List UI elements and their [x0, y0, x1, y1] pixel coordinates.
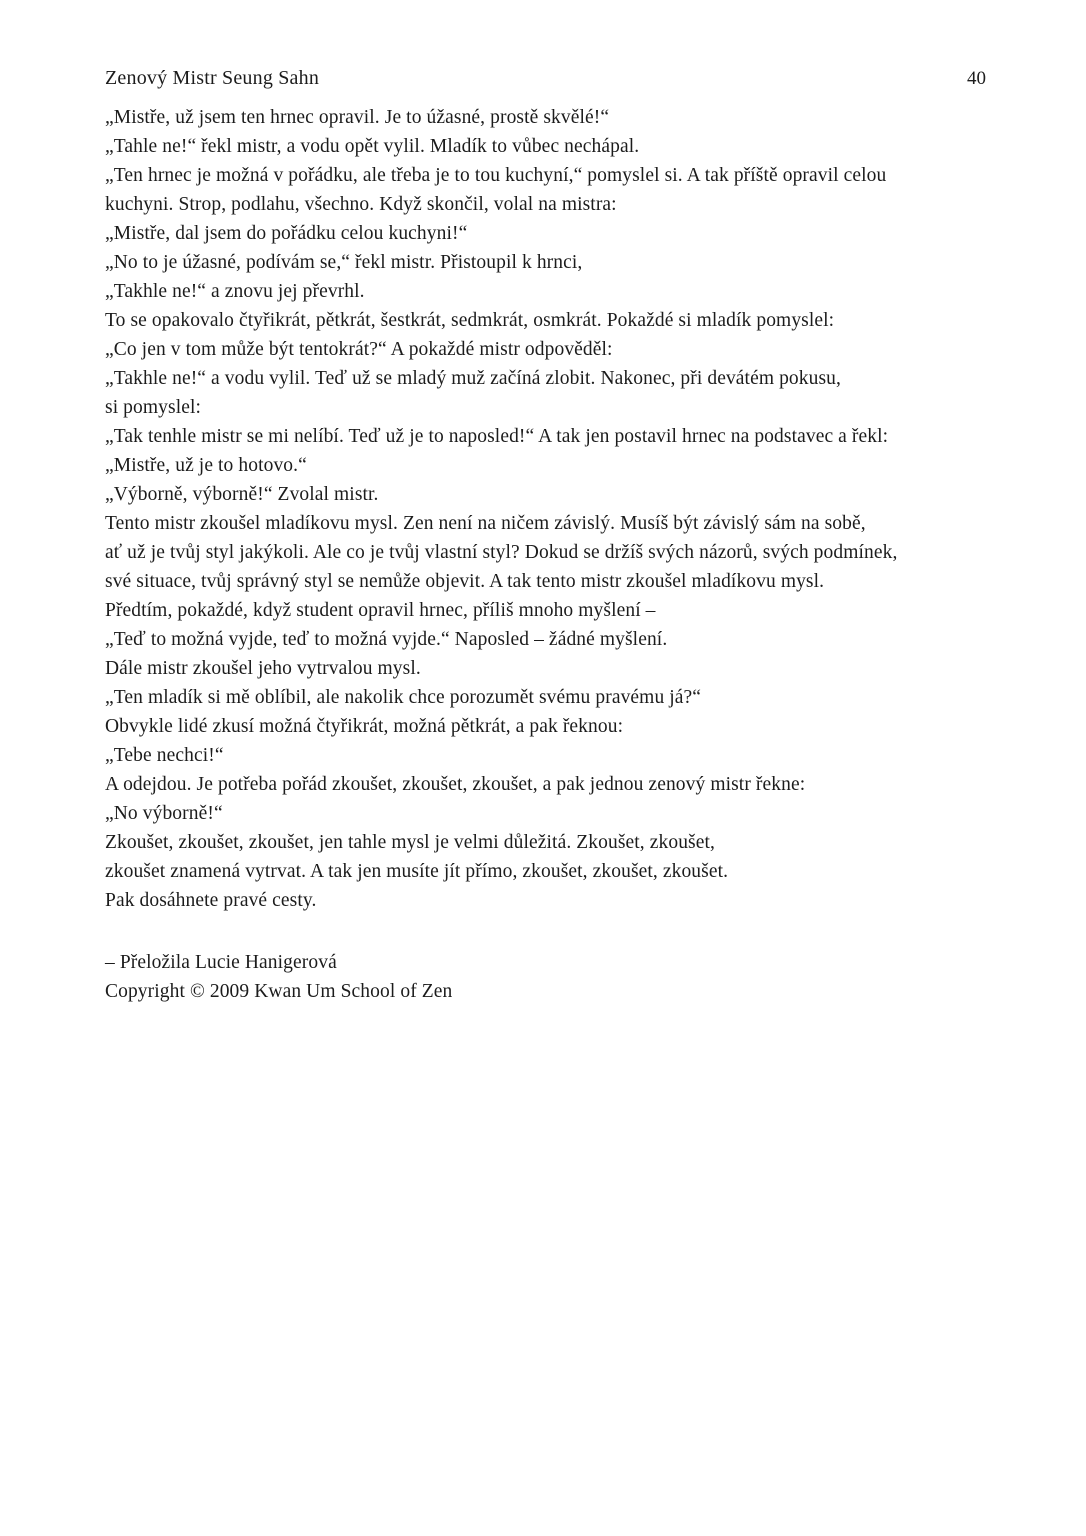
text-line: Dále mistr zkoušel jeho vytrvalou mysl. — [105, 658, 421, 679]
text-line: „Mistře, už jsem ten hrnec opravil. Je to úžasné, prostě skvělé!“ — [105, 107, 610, 128]
text-line: „No výborně!“ — [105, 803, 223, 824]
footer-line: – Přeložila Lucie Hanigerová — [105, 952, 337, 973]
text-line: „Výborně, výborně!“ Zvolal mistr. — [105, 484, 379, 505]
text-line: „Ten hrnec je možná v pořádku, ale třeba je to tou kuchyní,“ pomyslel si. A tak příště opravil celou — [105, 165, 887, 186]
text-line: To se opakovalo čtyřikrát, pětkrát, šestkrát, sedmkrát, osmkrát. Pokaždé si mladík pomyslel: — [105, 310, 835, 331]
footer-line: Copyright © 2009 Kwan Um School of Zen — [105, 981, 453, 1002]
page-header — [105, 64, 986, 93]
body-text — [105, 103, 995, 915]
text-line: „No to je úžasné, podívám se,“ řekl mistr. Přistoupil k hrnci, — [105, 252, 583, 273]
text-line: své situace, tvůj správný styl se nemůže objevit. A tak tento mistr zkoušel mladíkovu mysl. — [105, 571, 825, 592]
text-line: „Teď to možná vyjde, teď to možná vyjde.“ Naposled – žádné myšlení. — [105, 629, 668, 650]
text-line: Zkoušet, zkoušet, zkoušet, jen tahle mysl je velmi důležitá. Zkoušet, zkoušet, — [105, 832, 715, 853]
text-line: ať už je tvůj styl jakýkoli. Ale co je tvůj vlastní styl? Dokud se držíš svých názorů, svých podmínek, — [105, 542, 898, 563]
text-line: „Co jen v tom může být tentokrát?“ A pokaždé mistr odpověděl: — [105, 339, 613, 360]
text-line: „Tebe nechci!“ — [105, 745, 224, 766]
text-line: zkoušet znamená vytrvat. A tak jen musíte jít přímo, zkoušet, zkoušet, zkoušet. — [105, 861, 729, 882]
text-line: si pomyslel: — [105, 397, 201, 418]
text-line: Obvykle lidé zkusí možná čtyřikrát, možná pětkrát, a pak řeknou: — [105, 716, 624, 737]
text-line: „Mistře, už je to hotovo.“ — [105, 455, 307, 476]
text-line: Tento mistr zkoušel mladíkovu mysl. Zen není na ničem závislý. Musíš být závislý sám na sobě, — [105, 513, 866, 534]
text-line: „Takhle ne!“ a vodu vylil. Teď už se mladý muž začíná zlobit. Nakonec, při devátém pokusu, — [105, 368, 841, 389]
running-header-title: Zenový Mistr Seung Sahn — [105, 67, 320, 89]
text-line: „Takhle ne!“ a znovu jej převrhl. — [105, 281, 365, 302]
text-line: A odejdou. Je potřeba pořád zkoušet, zkoušet, zkoušet, a pak jednou zenový mistr řekne: — [105, 774, 806, 795]
text-line: kuchyni. Strop, podlahu, všechno. Když skončil, volal na mistra: — [105, 194, 617, 215]
text-line: „Ten mladík si mě oblíbil, ale nakolik chce porozumět svému pravému já?“ — [105, 687, 702, 708]
text-line: Předtím, pokaždé, když student opravil hrnec, příliš mnoho myšlení – — [105, 600, 656, 621]
text-line: „Tak tenhle mistr se mi nelíbí. Teď už je to naposled!“ A tak jen postavil hrnec na podstavec a řekl: — [105, 426, 889, 447]
text-line: Pak dosáhnete pravé cesty. — [105, 890, 317, 911]
text-line: „Tahle ne!“ řekl mistr, a vodu opět vylil. Mladík to vůbec nechápal. — [105, 136, 640, 157]
text-line: „Mistře, dal jsem do pořádku celou kuchyni!“ — [105, 223, 468, 244]
footer-text — [105, 948, 995, 1006]
page-number: 40 — [967, 68, 986, 89]
